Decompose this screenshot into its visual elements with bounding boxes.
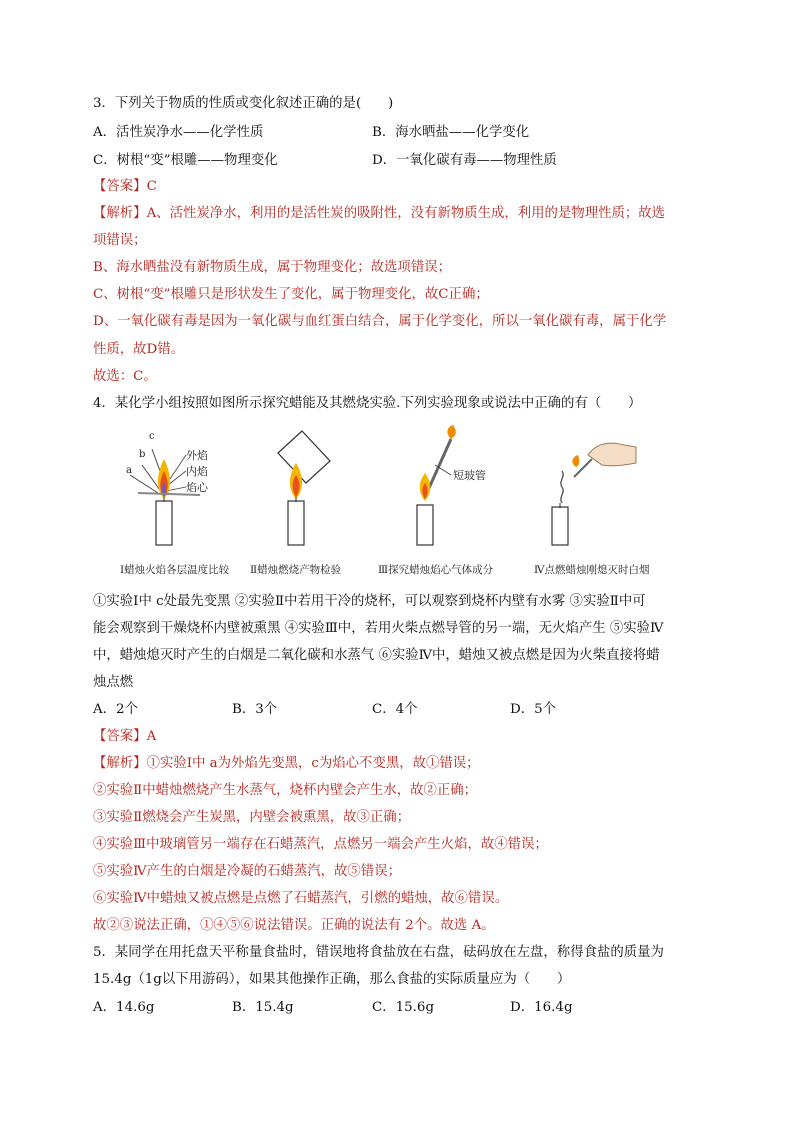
q4-analysis-line-6: ⑥实验Ⅳ中蜡烛又被点燃是点燃了石蜡蒸汽，引燃的蜡烛，故⑥错误。 bbox=[93, 891, 509, 906]
q4-analysis-line-3: ③实验Ⅱ燃烧会产生炭黑，内壁会被熏黑，故③正确； bbox=[93, 810, 411, 825]
q4-answer bbox=[93, 728, 156, 746]
q3-stem: 3．下列关于物质的性质或变化叙述正确的是( ) bbox=[93, 96, 394, 111]
q5-stem-line-2: 15.4g（1g以下用游码），如果其他操作正确，那么食盐的实际质量应为（ ） bbox=[93, 972, 571, 987]
q4-body-line-2: 能会观察到干燥烧杯内壁被熏黑 ④实验Ⅲ中，若用火柴点燃导管的另一端，无火焰产生 ⑤实验Ⅳ bbox=[93, 621, 664, 636]
q5-option-c: C．15.6g bbox=[372, 1000, 435, 1015]
q4-option-d: D．5个 bbox=[510, 702, 557, 717]
caption-figure-3: Ⅲ探究蜡烛焰心气体成分 bbox=[378, 564, 494, 576]
answer-label: 【答案】 bbox=[93, 179, 147, 194]
label-c: c bbox=[149, 431, 155, 442]
q5-stem-line-1: 5．某同学在用托盘天平称量食盐时，错误地将食盐放在右盘，砝码放在左盘，称得食盐的质量为 bbox=[93, 945, 664, 960]
label-a: a bbox=[126, 465, 132, 476]
q4-option-c: C．4个 bbox=[372, 702, 418, 717]
q3-option-d: D．一氧化碳有毒——物理性质 bbox=[372, 153, 557, 168]
q4-stem: 4．某化学小组按照如图所示探究蜡能及其燃烧实验.下列实验现象或说法中正确的有（ ） bbox=[93, 396, 642, 411]
q3-analysis-line-6: 性质，故D错。 bbox=[93, 342, 185, 357]
q4-analysis-line-1 bbox=[93, 755, 480, 773]
answer-value: A bbox=[146, 729, 157, 744]
q4-option-b: B．3个 bbox=[232, 702, 278, 717]
q4-conclusion: 故②③说法正确，①④⑤⑥说法错误。正确的说法有 2个。故选 A。 bbox=[93, 918, 495, 933]
q3-answer bbox=[93, 178, 157, 196]
caption-figure-4: Ⅳ点燃蜡烛刚熄灭时白烟 bbox=[534, 564, 650, 576]
figure-relight-candle-smoke bbox=[540, 425, 640, 555]
answer-value: C bbox=[146, 179, 157, 194]
label-short-glass-tube: 短玻管 bbox=[453, 469, 486, 482]
q5-option-d: D．16.4g bbox=[510, 1000, 573, 1015]
label-flame-core: 焰心 bbox=[186, 481, 208, 494]
figure-short-glass-tube bbox=[405, 425, 505, 555]
q4-option-a: A．2个 bbox=[93, 702, 138, 717]
q4-analysis-line-5: ⑤实验Ⅳ产生的白烟是冷凝的石蜡蒸汽，故⑤错误； bbox=[93, 864, 401, 879]
q3-option-b: B．海水晒盐——化学变化 bbox=[372, 125, 530, 140]
figure-beaker-over-candle bbox=[268, 425, 348, 555]
analysis-text: ①实验Ⅰ中 a为外焰先变黑，c为焰心不变黑，故①错误； bbox=[146, 756, 480, 771]
figure-candle-flame-layers bbox=[118, 425, 228, 555]
caption-figure-1: Ⅰ蜡烛火焰各层温度比较 bbox=[120, 564, 230, 576]
q4-body-line-4: 烛点燃 bbox=[93, 675, 134, 690]
q3-analysis-line-1 bbox=[93, 205, 665, 223]
label-outer-flame: 外焰 bbox=[186, 449, 208, 462]
answer-label: 【答案】 bbox=[93, 729, 147, 744]
analysis-label: 【解析】 bbox=[93, 756, 147, 771]
q4-body-line-1: ①实验Ⅰ中 c处最先变黑 ②实验Ⅱ中若用干冷的烧杯，可以观察到烧杯内壁有水雾 ③实验Ⅱ中可 bbox=[93, 594, 646, 609]
q4-analysis-line-2: ②实验Ⅱ中蜡烛燃烧产生水蒸气，烧杯内壁会产生水，故②正确； bbox=[93, 783, 478, 798]
q3-analysis-line-5: D、一氧化碳有毒是因为一氧化碳与血红蛋白结合，属于化学变化，所以一氧化碳有毒，属于化学 bbox=[93, 314, 667, 329]
analysis-text: A、活性炭净水，利用的是活性炭的吸附性，没有新物质生成，利用的是物理性质；故选 bbox=[146, 206, 666, 221]
q3-analysis-line-3: B、海水晒盐没有新物质生成，属于物理变化；故选项错误； bbox=[93, 260, 451, 275]
q4-analysis-line-4: ④实验Ⅲ中玻璃管另一端存在石蜡蒸汽，点燃另一端会产生火焰，故④错误； bbox=[93, 837, 548, 852]
q5-option-a: A．14.6g bbox=[93, 1000, 155, 1015]
q3-conclusion: 故选：C。 bbox=[93, 369, 157, 384]
analysis-label: 【解析】 bbox=[93, 206, 147, 221]
q4-body-line-3: 中，蜡烛熄灭时产生的白烟是二氧化碳和水蒸气 ⑥实验Ⅳ中，蜡烛又被点燃是因为火柴直接将蜡 bbox=[93, 648, 660, 663]
q3-option-c: C．树根“变”根雕——物理变化 bbox=[93, 153, 278, 168]
label-inner-flame: 内焰 bbox=[186, 465, 208, 478]
q3-option-a: A．活性炭净水——化学性质 bbox=[93, 125, 264, 140]
label-b: b bbox=[139, 449, 146, 460]
caption-figure-2: Ⅱ蜡烛燃烧产物检验 bbox=[250, 564, 342, 576]
q3-analysis-line-4: C、树根“变”根雕只是形状发生了变化，属于物理变化，故C正确； bbox=[93, 287, 489, 302]
q3-analysis-line-2: 项错误； bbox=[93, 233, 147, 248]
q5-option-b: B．15.4g bbox=[232, 1000, 294, 1015]
